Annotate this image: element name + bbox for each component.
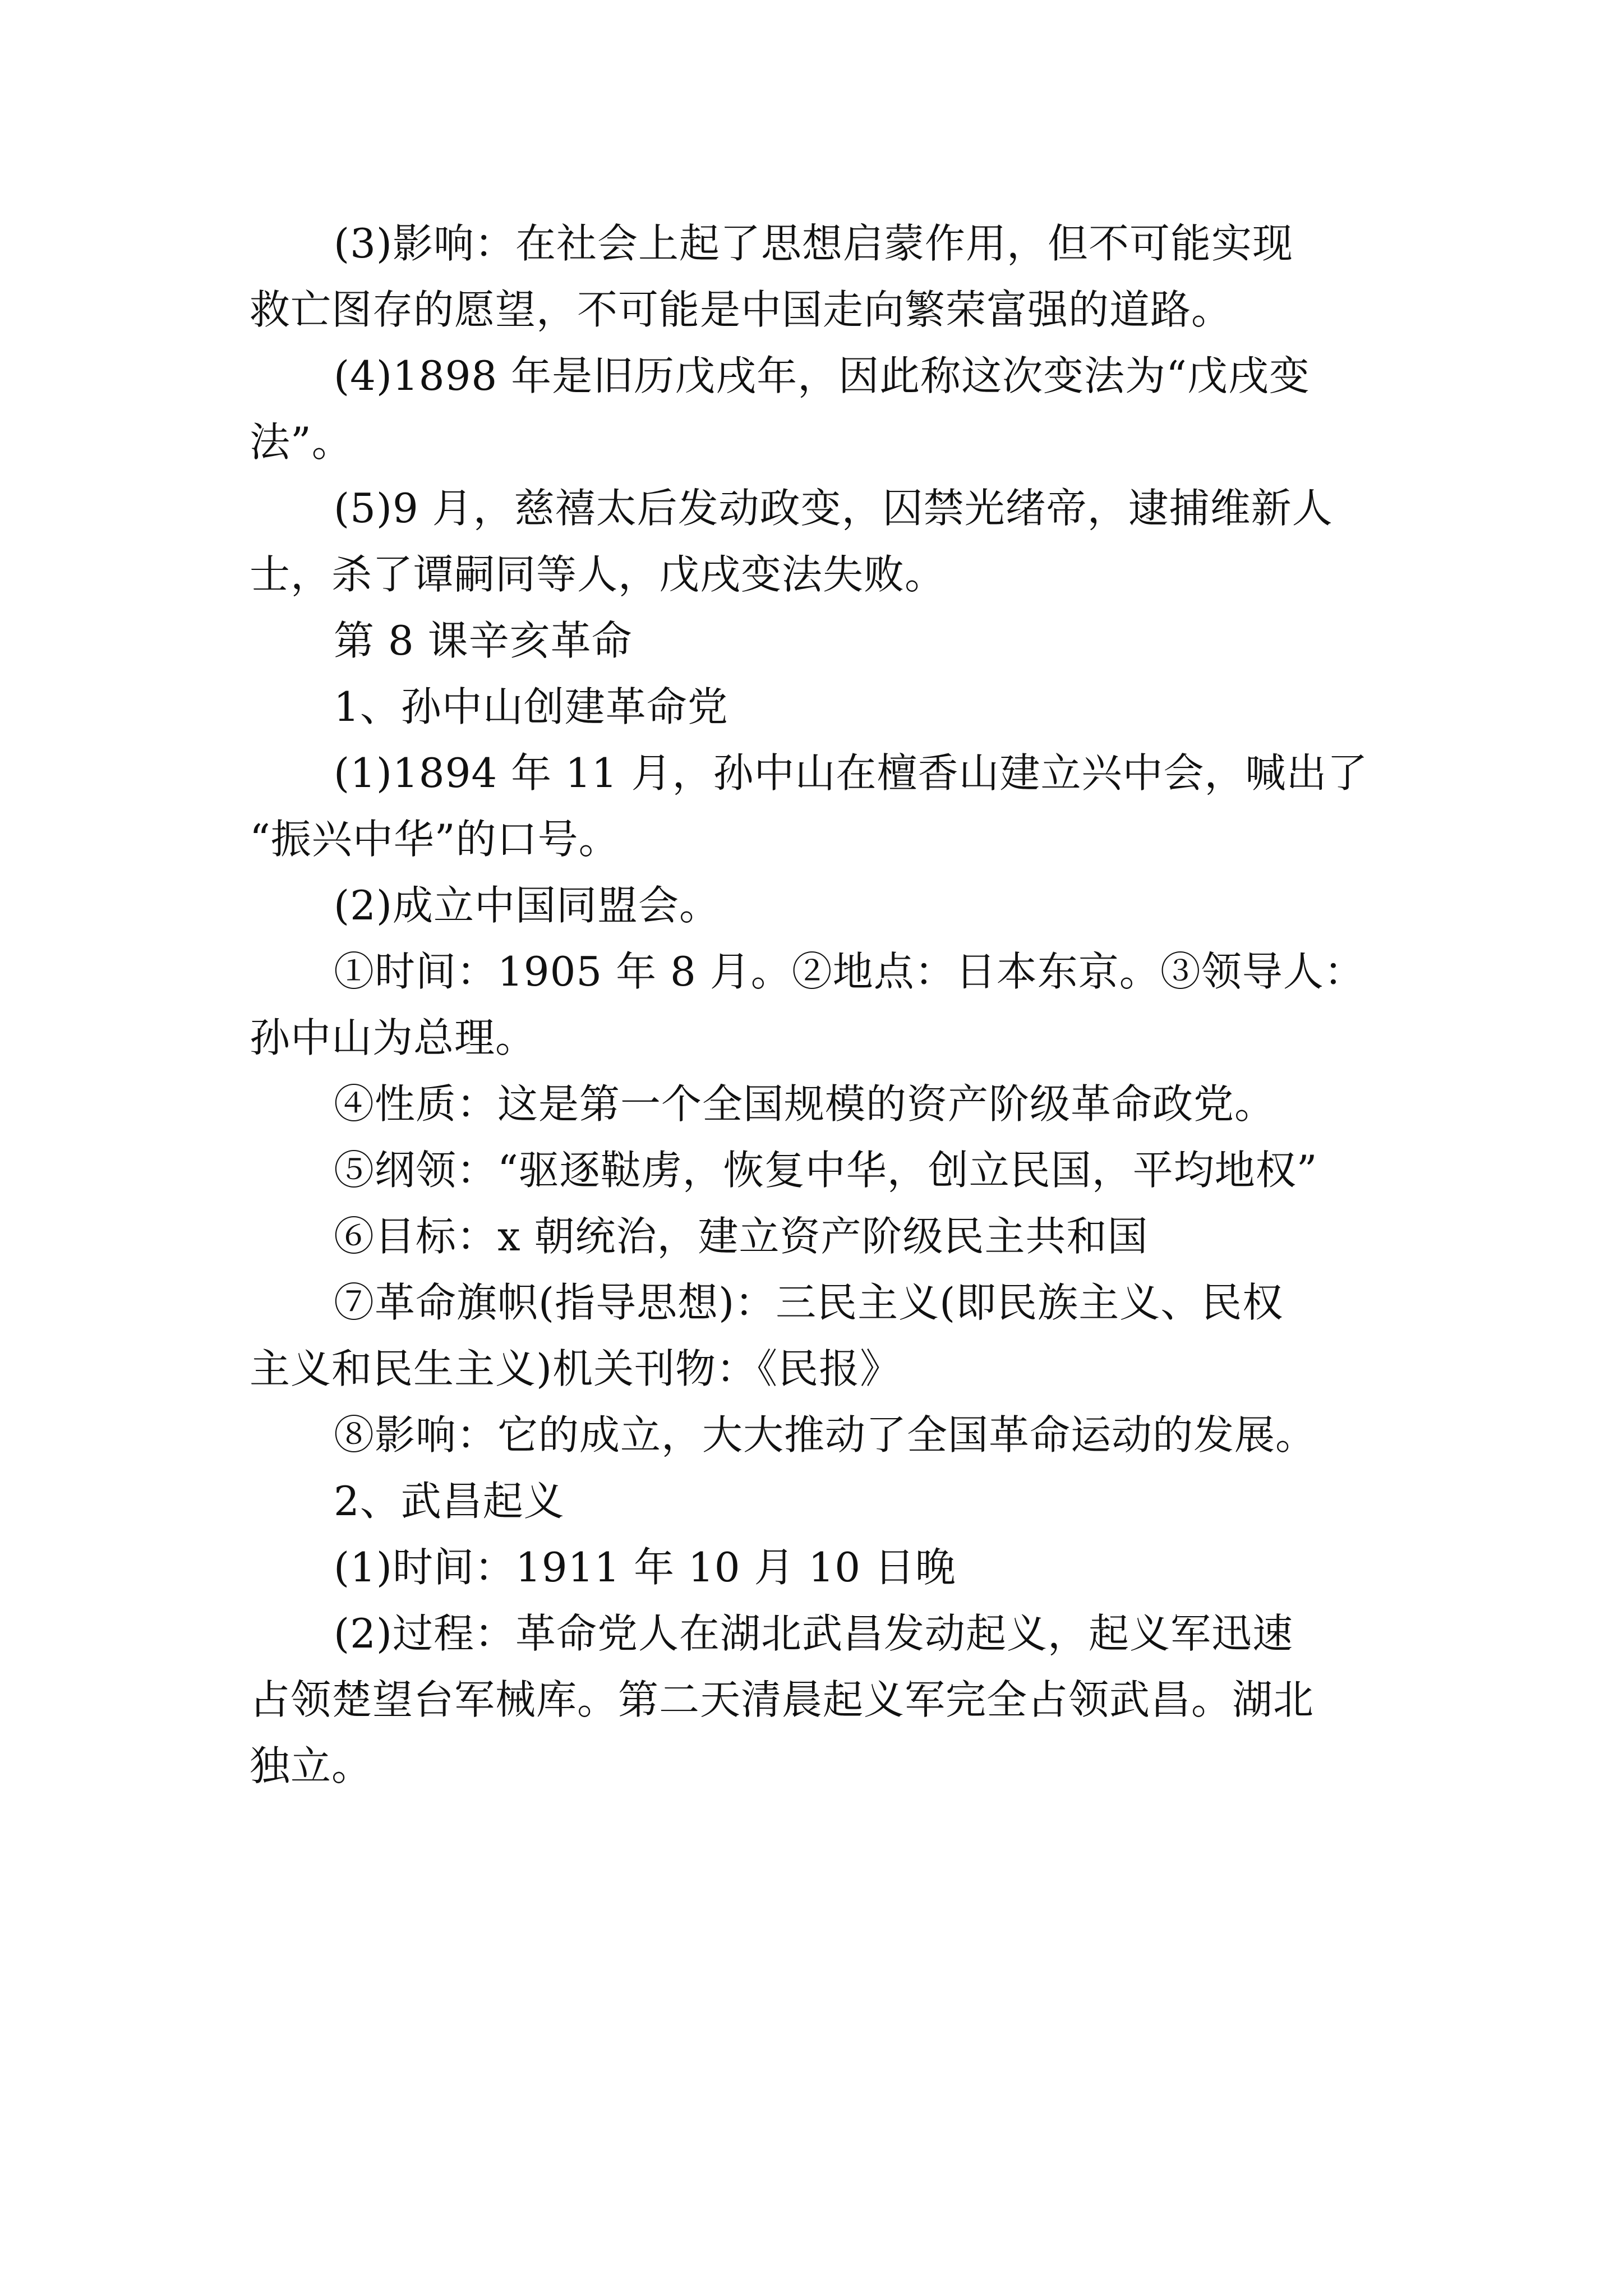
text-line: ①时间：1905 年 8 月。②地点：日本东京。③领导人： bbox=[334, 948, 1365, 995]
text-line: ⑦革命旗帜(指导思想)：三民主义(即民族主义、民权 bbox=[334, 1279, 1284, 1326]
section-heading: 1、孙中山创建革命党 bbox=[334, 683, 728, 730]
text-line: (2)成立中国同盟会。 bbox=[334, 882, 720, 929]
text-line: (5)9 月，慈禧太后发动政变，囚禁光绪帝，逮捕维新人 bbox=[334, 485, 1333, 532]
text-line: (2)过程：革命党人在湖北武昌发动起义，起义军迅速 bbox=[334, 1610, 1293, 1657]
text-line: 独立。 bbox=[250, 1742, 373, 1789]
text-line: 占领楚望台军械库。第二天清晨起义军完全占领武昌。湖北 bbox=[250, 1676, 1315, 1723]
section-heading: 2、武昌起义 bbox=[334, 1478, 565, 1525]
text-line: 主义和民生主义)机关刊物：《民报》 bbox=[250, 1345, 901, 1392]
text-line: “振兴中华”的口号。 bbox=[250, 816, 620, 863]
text-line: ④性质：这是第一个全国规模的资产阶级革命政党。 bbox=[334, 1080, 1276, 1128]
text-line: 士，杀了谭嗣同等人，戊戌变法失败。 bbox=[250, 551, 946, 598]
text-line: 孙中山为总理。 bbox=[250, 1014, 537, 1061]
text-line: (3)影响：在社会上起了思想启蒙作用，但不可能实现 bbox=[334, 220, 1293, 267]
text-line: (1)1894 年 11 月，孙中山在檀香山建立兴中会，喊出了 bbox=[334, 749, 1368, 797]
text-line: ⑤纲领：“驱逐鞑虏，恢复中华，创立民国，平均地权” bbox=[334, 1147, 1318, 1194]
text-line: ⑧影响：它的成立，大大推动了全国革命运动的发展。 bbox=[334, 1411, 1317, 1458]
text-line: 救亡图存的愿望，不可能是中国走向繁荣富强的道路。 bbox=[250, 286, 1233, 333]
text-line: 法”。 bbox=[250, 418, 353, 466]
document-body bbox=[250, 210, 1374, 1799]
lesson-heading: 第 8 课辛亥革命 bbox=[334, 617, 633, 664]
text-line: (4)1898 年是旧历戊戌年，因此称这次变法为“戊戌变 bbox=[334, 352, 1310, 399]
text-line: ⑥目标：x 朝统治，建立资产阶级民主共和国 bbox=[334, 1213, 1149, 1260]
text-line: (1)时间：1911 年 10 月 10 日晚 bbox=[334, 1544, 956, 1591]
